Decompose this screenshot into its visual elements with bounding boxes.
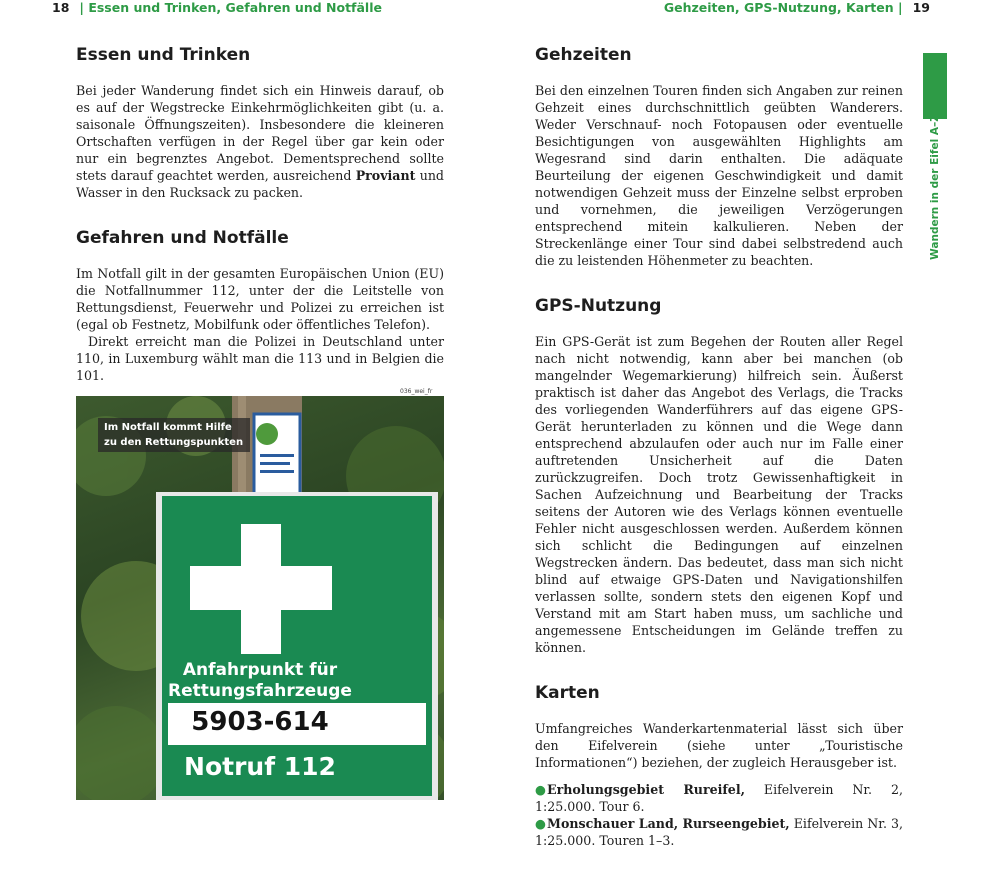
bullet-icon: ●: [535, 782, 546, 797]
map-details: Eifelverein Nr. 2, 1:25.000. Tour 6.: [535, 782, 903, 814]
rescue-point-photo: [76, 396, 444, 800]
section-gefahren-und-notfaelle: [76, 227, 444, 384]
left-running-header: [52, 0, 382, 15]
map-name: Erholungsgebiet Rureifel,: [547, 782, 745, 797]
left-header-title: | Essen und Trinken, Gefahren und Notfälle: [79, 0, 382, 15]
list-item: [535, 815, 903, 849]
section-gps-nutzung: [535, 295, 903, 656]
paragraph-text: und Wasser in den Rucksack zu packen.: [76, 168, 444, 200]
sign-text-line-2: Rettungsfahrzeuge: [168, 681, 352, 701]
map-list: [535, 781, 903, 849]
side-tab-label: Wandern in der Eifel A–Z: [929, 114, 941, 260]
photo-illustration: [76, 396, 444, 800]
sign-text-line-1: Anfahrpunkt für: [182, 660, 338, 680]
left-page-number: 18: [52, 0, 70, 15]
right-column: [535, 44, 903, 875]
map-name: Monschauer Land, Rurseengebiet,: [547, 816, 790, 831]
section-essen-und-trinken: [76, 44, 444, 201]
side-tab-marker: [923, 53, 947, 119]
section-karten: [535, 682, 903, 849]
paragraph: Umfangreiches Wanderkartenmaterial lässt sich über den Eifelverein (siehe unter „Touristische Informationen“) beziehen, der zugleich Herausgeber ist.: [535, 721, 903, 770]
map-details: Eifelverein Nr. 3, 1:25.000. Touren 1–3.: [535, 816, 903, 848]
section-heading: GPS-Nutzung: [535, 296, 662, 316]
paragraph: Bei den einzelnen Touren finden sich Angaben zur reinen Gehzeit eines durchschnittlich geübten Wanderers. Weder Verschnauf- noch Fotopausen oder eventuelle Besichtigungen von ausgewählten Highlights am Wegesrand sind darin enthalten. Die adäquate Beurteilung der eigenen Geschwindigkeit und damit notwendigen Gehzeit muss der Einzelne selbst erproben und vornehmen, die jeweiligen Verzögerungen entsprechend mitein kalkulieren. Neben der Streckenlänge einer Tour sind dabei selbstredend auch die zu leistenden Höhenmeter zu beachten.: [535, 83, 903, 268]
sign-rescue-code: 5903-614: [191, 707, 329, 737]
photo-id: 036_wei_fr: [400, 388, 433, 395]
section-heading: Essen und Trinken: [76, 45, 251, 65]
paragraph: Im Notfall gilt in der gesamten Europäischen Union (EU) die Notfallnummer 112, unter der die Leitstelle von Rettungsdienst, Feuerwehr und Polizei zu erreichen ist (egal ob Festnetz, Mobilfunk oder öffentliches Telefon).: [76, 266, 444, 332]
paragraph: [76, 82, 444, 201]
sign-emergency-number: Notruf 112: [184, 752, 336, 781]
right-page-number: 19: [912, 0, 930, 15]
paragraph: Ein GPS-Gerät ist zum Begehen der Routen aller Regel nach nicht notwendig, kann aber bei manchen (ob mangelnder Wegemarkierung) hilfreich sein. Äußerst praktisch ist daher das Angebot des Verlags, die Tracks des vorliegenden Wanderführers auf das eigene GPS-Gerät herunterladen zu können und die Wege dann entsprechend abzulaufen oder auch nur im Falle einer auftretenden Unsicherheit auf die Daten zurückzugreifen. Doch trotz Gewissenhaftigkeit in Sachen Aufzeichnung und Bearbeitung der Tracks seitens der Autoren wie des Verlags können eventuelle Fehler nicht ausgeschlossen werden. Außerdem können sich schlicht die Bedingungen auf einzelnen Wegstrecken ändern. Das bedeutet, dass man sich nicht blind auf etwaige GPS-Daten und Navigationshilfen verlassen sollte, sondern stets den eigenen Kopf und Verstand mit am Start haben muss, um sachliche und angemessene Entscheidungen im Gelände treffen zu können.: [535, 334, 903, 655]
paragraph: Direkt erreicht man die Polizei in Deutschland unter 110, in Luxemburg wählt man die 113 und in Belgien die 101.: [76, 334, 444, 383]
photo-caption: Im Notfall kommt Hilfe zu den Rettungspunkten: [98, 418, 250, 452]
list-item: [535, 781, 903, 815]
section-gehzeiten: [535, 44, 903, 269]
section-heading: Karten: [535, 683, 600, 703]
section-heading: Gehzeiten: [535, 45, 632, 65]
left-column: [76, 44, 444, 410]
bold-term: Proviant: [355, 168, 416, 183]
right-header-title: Gehzeiten, GPS-Nutzung, Karten |: [663, 0, 903, 15]
paragraph-text: Bei jeder Wanderung findet sich ein Hinweis darauf, ob es auf der Wegstrecke Einkehrmöglichkeiten gibt (u. a. saisonale Öffnungszeiten). Insbesondere die kleineren Ortschaften verfügen in der Regel über gar kein oder nur ein begrenztes Angebot. Dementsprechend sollte stets darauf geachtet werden, ausreichend: [76, 83, 444, 183]
section-heading: Gefahren und Notfälle: [76, 228, 289, 248]
bullet-icon: ●: [535, 816, 546, 831]
right-running-header: [664, 0, 930, 15]
